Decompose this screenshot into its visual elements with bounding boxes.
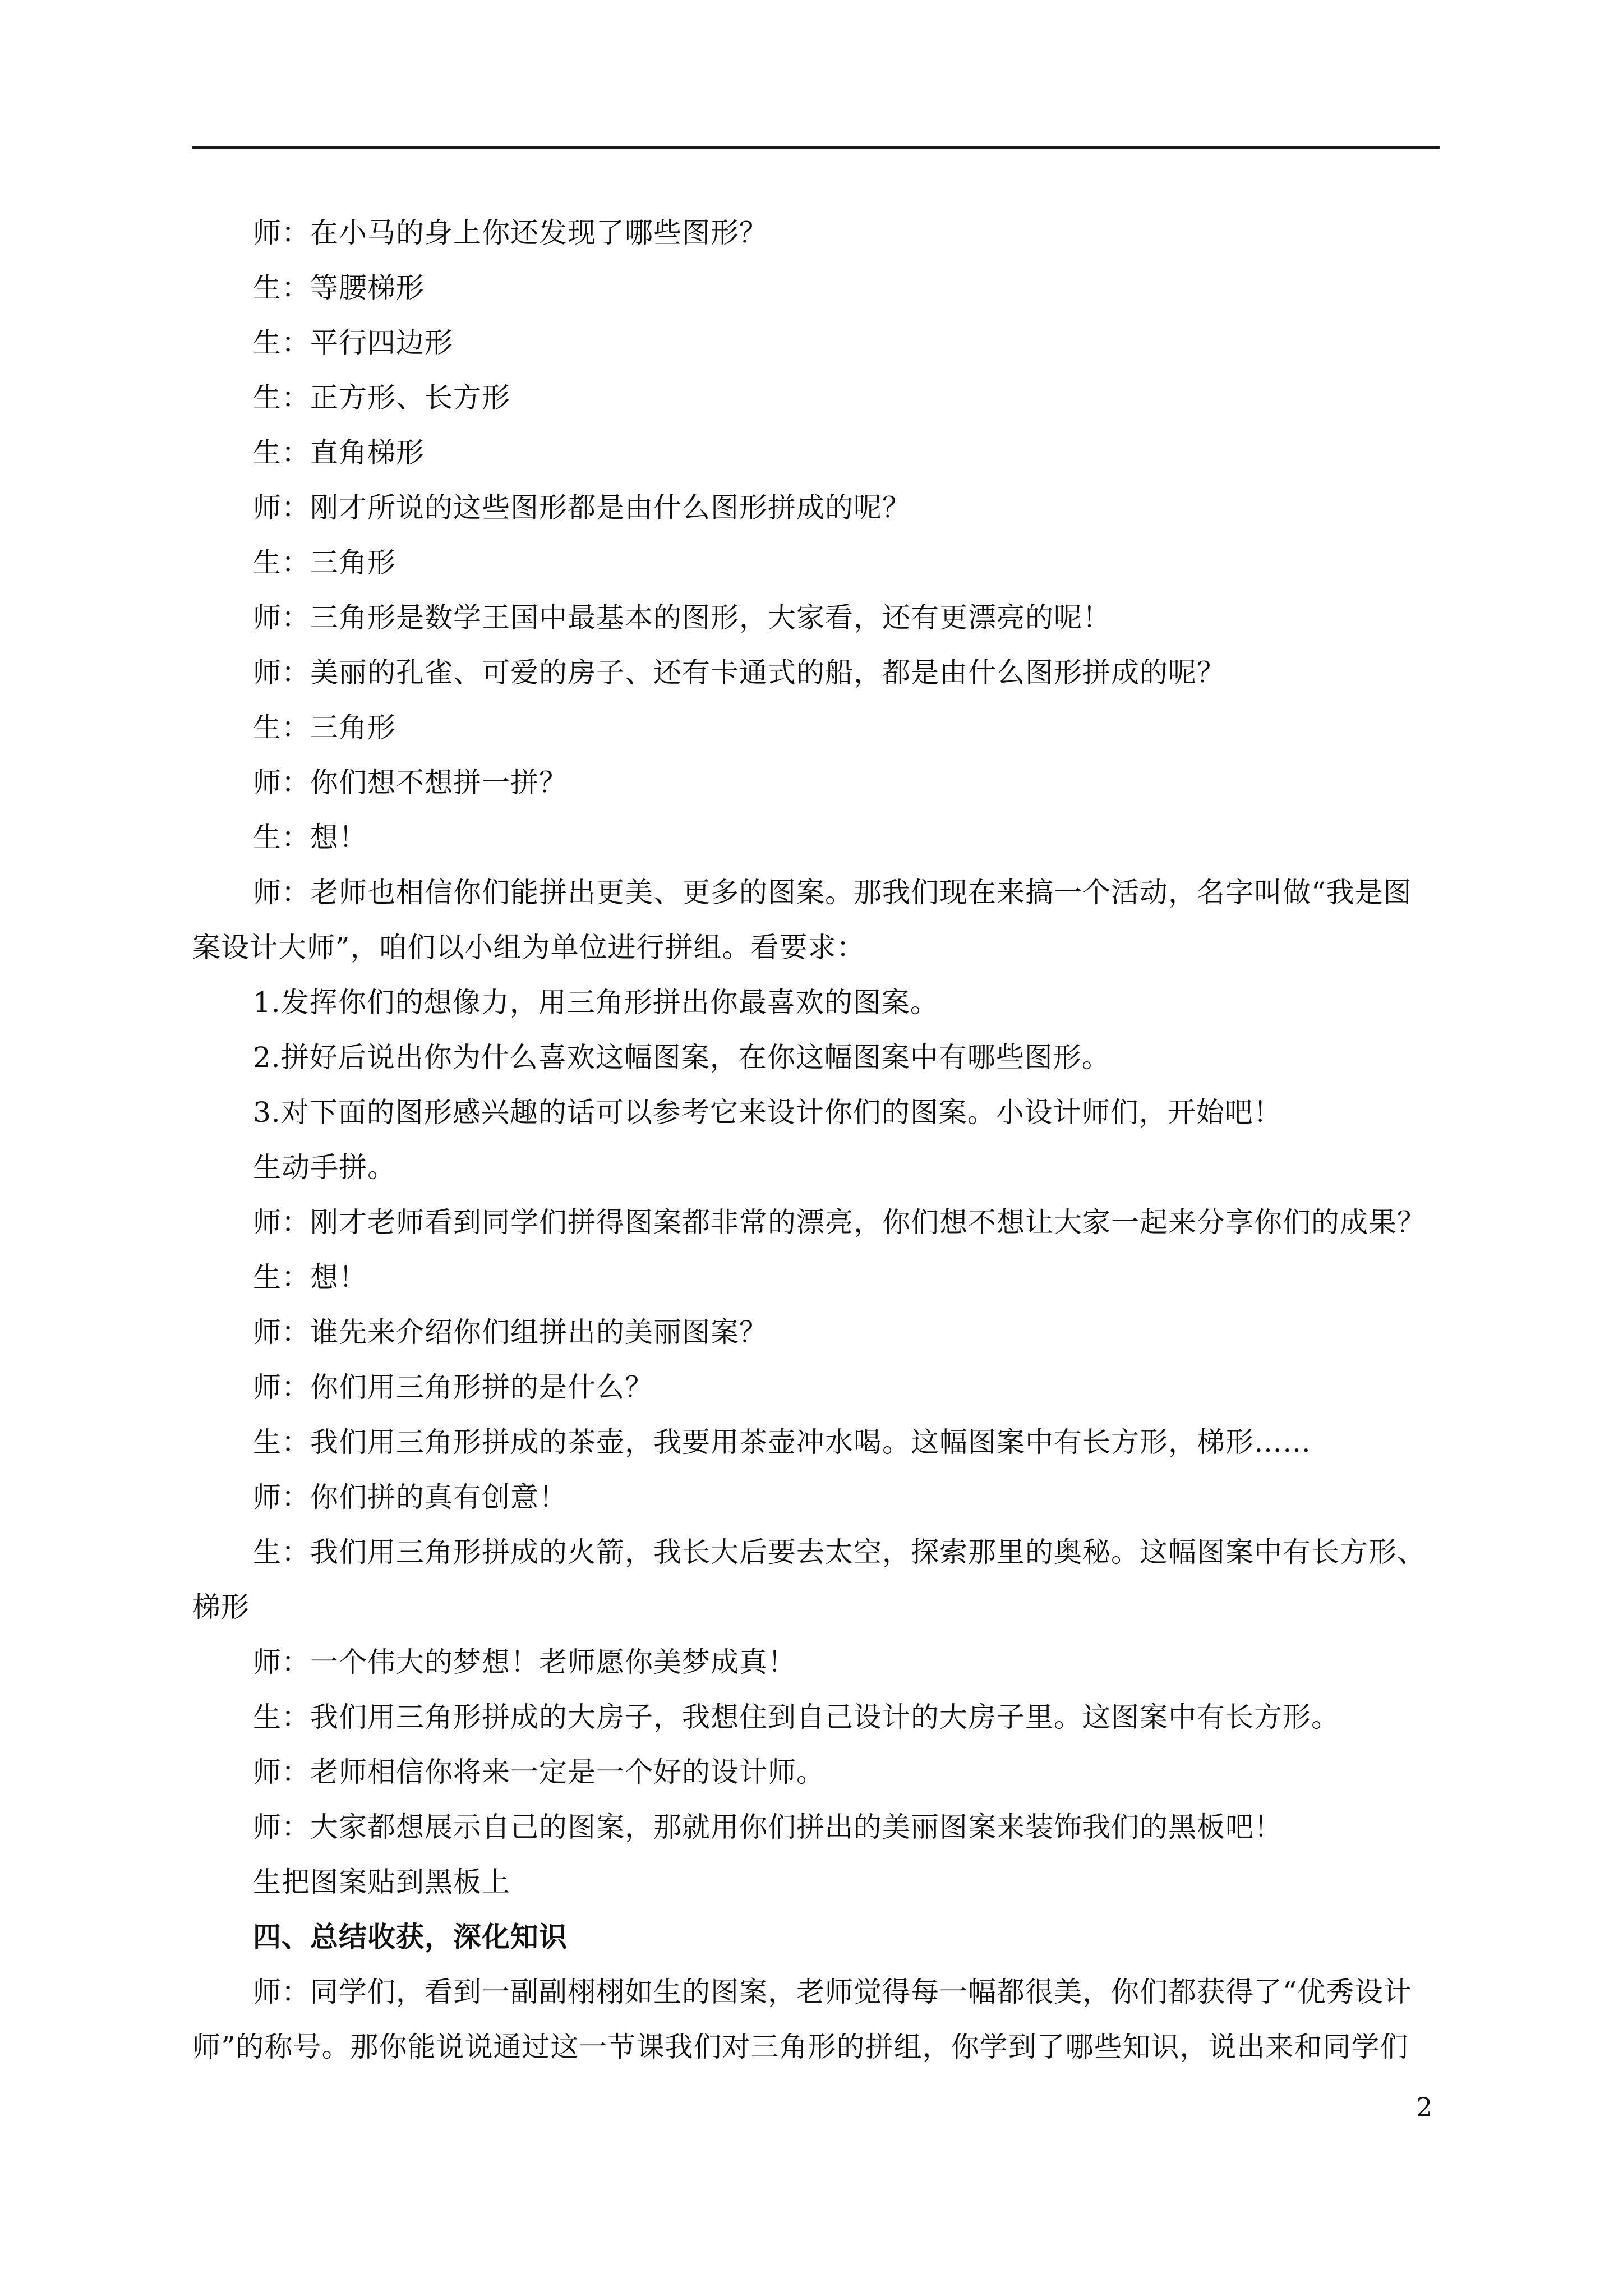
- dialogue-paragraph: 师：你们拼的真有创意！: [253, 1481, 568, 1513]
- dialogue-paragraph: 师：美丽的孔雀、可爱的房子、还有卡通式的船，都是由什么图形拼成的呢？: [253, 656, 1225, 689]
- dialogue-paragraph: 1.发挥你们的想像力，用三角形拼出你最喜欢的图案。: [253, 986, 939, 1019]
- dialogue-paragraph: 生：想！: [253, 1261, 367, 1294]
- dialogue-paragraph: 生：直角梯形: [253, 436, 425, 469]
- dialogue-paragraph: 生：三角形: [253, 711, 396, 744]
- dialogue-paragraph: 3.对下面的图形感兴趣的话可以参考它来设计你们的图案。小设计师们，开始吧！: [253, 1096, 1282, 1129]
- dialogue-paragraph: 师：你们想不想拼一拼？: [253, 766, 568, 799]
- dialogue-paragraph: 师：老师相信你将来一定是一个好的设计师。: [253, 1756, 825, 1788]
- dialogue-paragraph: 生：正方形、长方形: [253, 381, 510, 414]
- dialogue-paragraph: 师：老师也相信你们能拼出更美、更多的图案。那我们现在来搞一个活动，名字叫做“我是图案设计大师”，咱们以小组为单位进行拼组。看要求：: [192, 876, 1412, 964]
- dialogue-paragraph: 师：谁先来介绍你们组拼出的美丽图案？: [253, 1316, 768, 1349]
- dialogue-paragraph: 2.拼好后说出你为什么喜欢这幅图案，在你这幅图案中有哪些图形。: [253, 1041, 1110, 1074]
- dialogue-paragraph: 师：你们用三角形拼的是什么？: [253, 1371, 653, 1404]
- dialogue-paragraph: 生动手拼。: [253, 1151, 396, 1184]
- dialogue-paragraph: 生：等腰梯形: [253, 272, 425, 304]
- dialogue-paragraph: 师：同学们，看到一副副栩栩如生的图案，老师觉得每一幅都很美，你们都获得了“优秀设计师”的称号。那你能说说通过这一节课我们对三角形的拼组，你学到了哪些知识，说出来和同学们: [192, 1976, 1412, 2063]
- dialogue-paragraph: 生：平行四边形: [253, 326, 453, 359]
- dialogue-paragraph: 生：我们用三角形拼成的火箭，我长大后要去太空，探索那里的奥秘。这幅图案中有长方形、梯形: [192, 1536, 1426, 1623]
- document-body: [192, 205, 1440, 2074]
- section-heading: 四、总结收获，深化知识: [253, 1920, 568, 1953]
- dialogue-paragraph: 生：我们用三角形拼成的茶壶，我要用茶壶冲水喝。这幅图案中有长方形，梯形……: [253, 1426, 1311, 1458]
- dialogue-paragraph: 师：刚才所说的这些图形都是由什么图形拼成的呢？: [253, 491, 911, 524]
- page-number: 2: [1416, 2092, 1433, 2122]
- dialogue-paragraph: 师：一个伟大的梦想！老师愿你美梦成真！: [253, 1646, 796, 1678]
- dialogue-paragraph: 师：在小马的身上你还发现了哪些图形？: [253, 217, 768, 249]
- dialogue-paragraph: 生把图案贴到黑板上: [253, 1866, 510, 1898]
- header-rule: [192, 146, 1440, 149]
- dialogue-paragraph: 生：想！: [253, 821, 367, 854]
- dialogue-paragraph: 生：我们用三角形拼成的大房子，我想住到自己设计的大房子里。这图案中有长方形。: [253, 1701, 1340, 1733]
- dialogue-paragraph: 师：三角形是数学王国中最基本的图形，大家看，还有更漂亮的呢！: [253, 601, 1111, 634]
- dialogue-paragraph: 生：三角形: [253, 546, 396, 579]
- dialogue-paragraph: 师：大家都想展示自己的图案，那就用你们拼出的美丽图案来装饰我们的黑板吧！: [253, 1811, 1283, 1843]
- dialogue-paragraph: 师：刚才老师看到同学们拼得图案都非常的漂亮，你们想不想让大家一起来分享你们的成果？: [253, 1206, 1426, 1239]
